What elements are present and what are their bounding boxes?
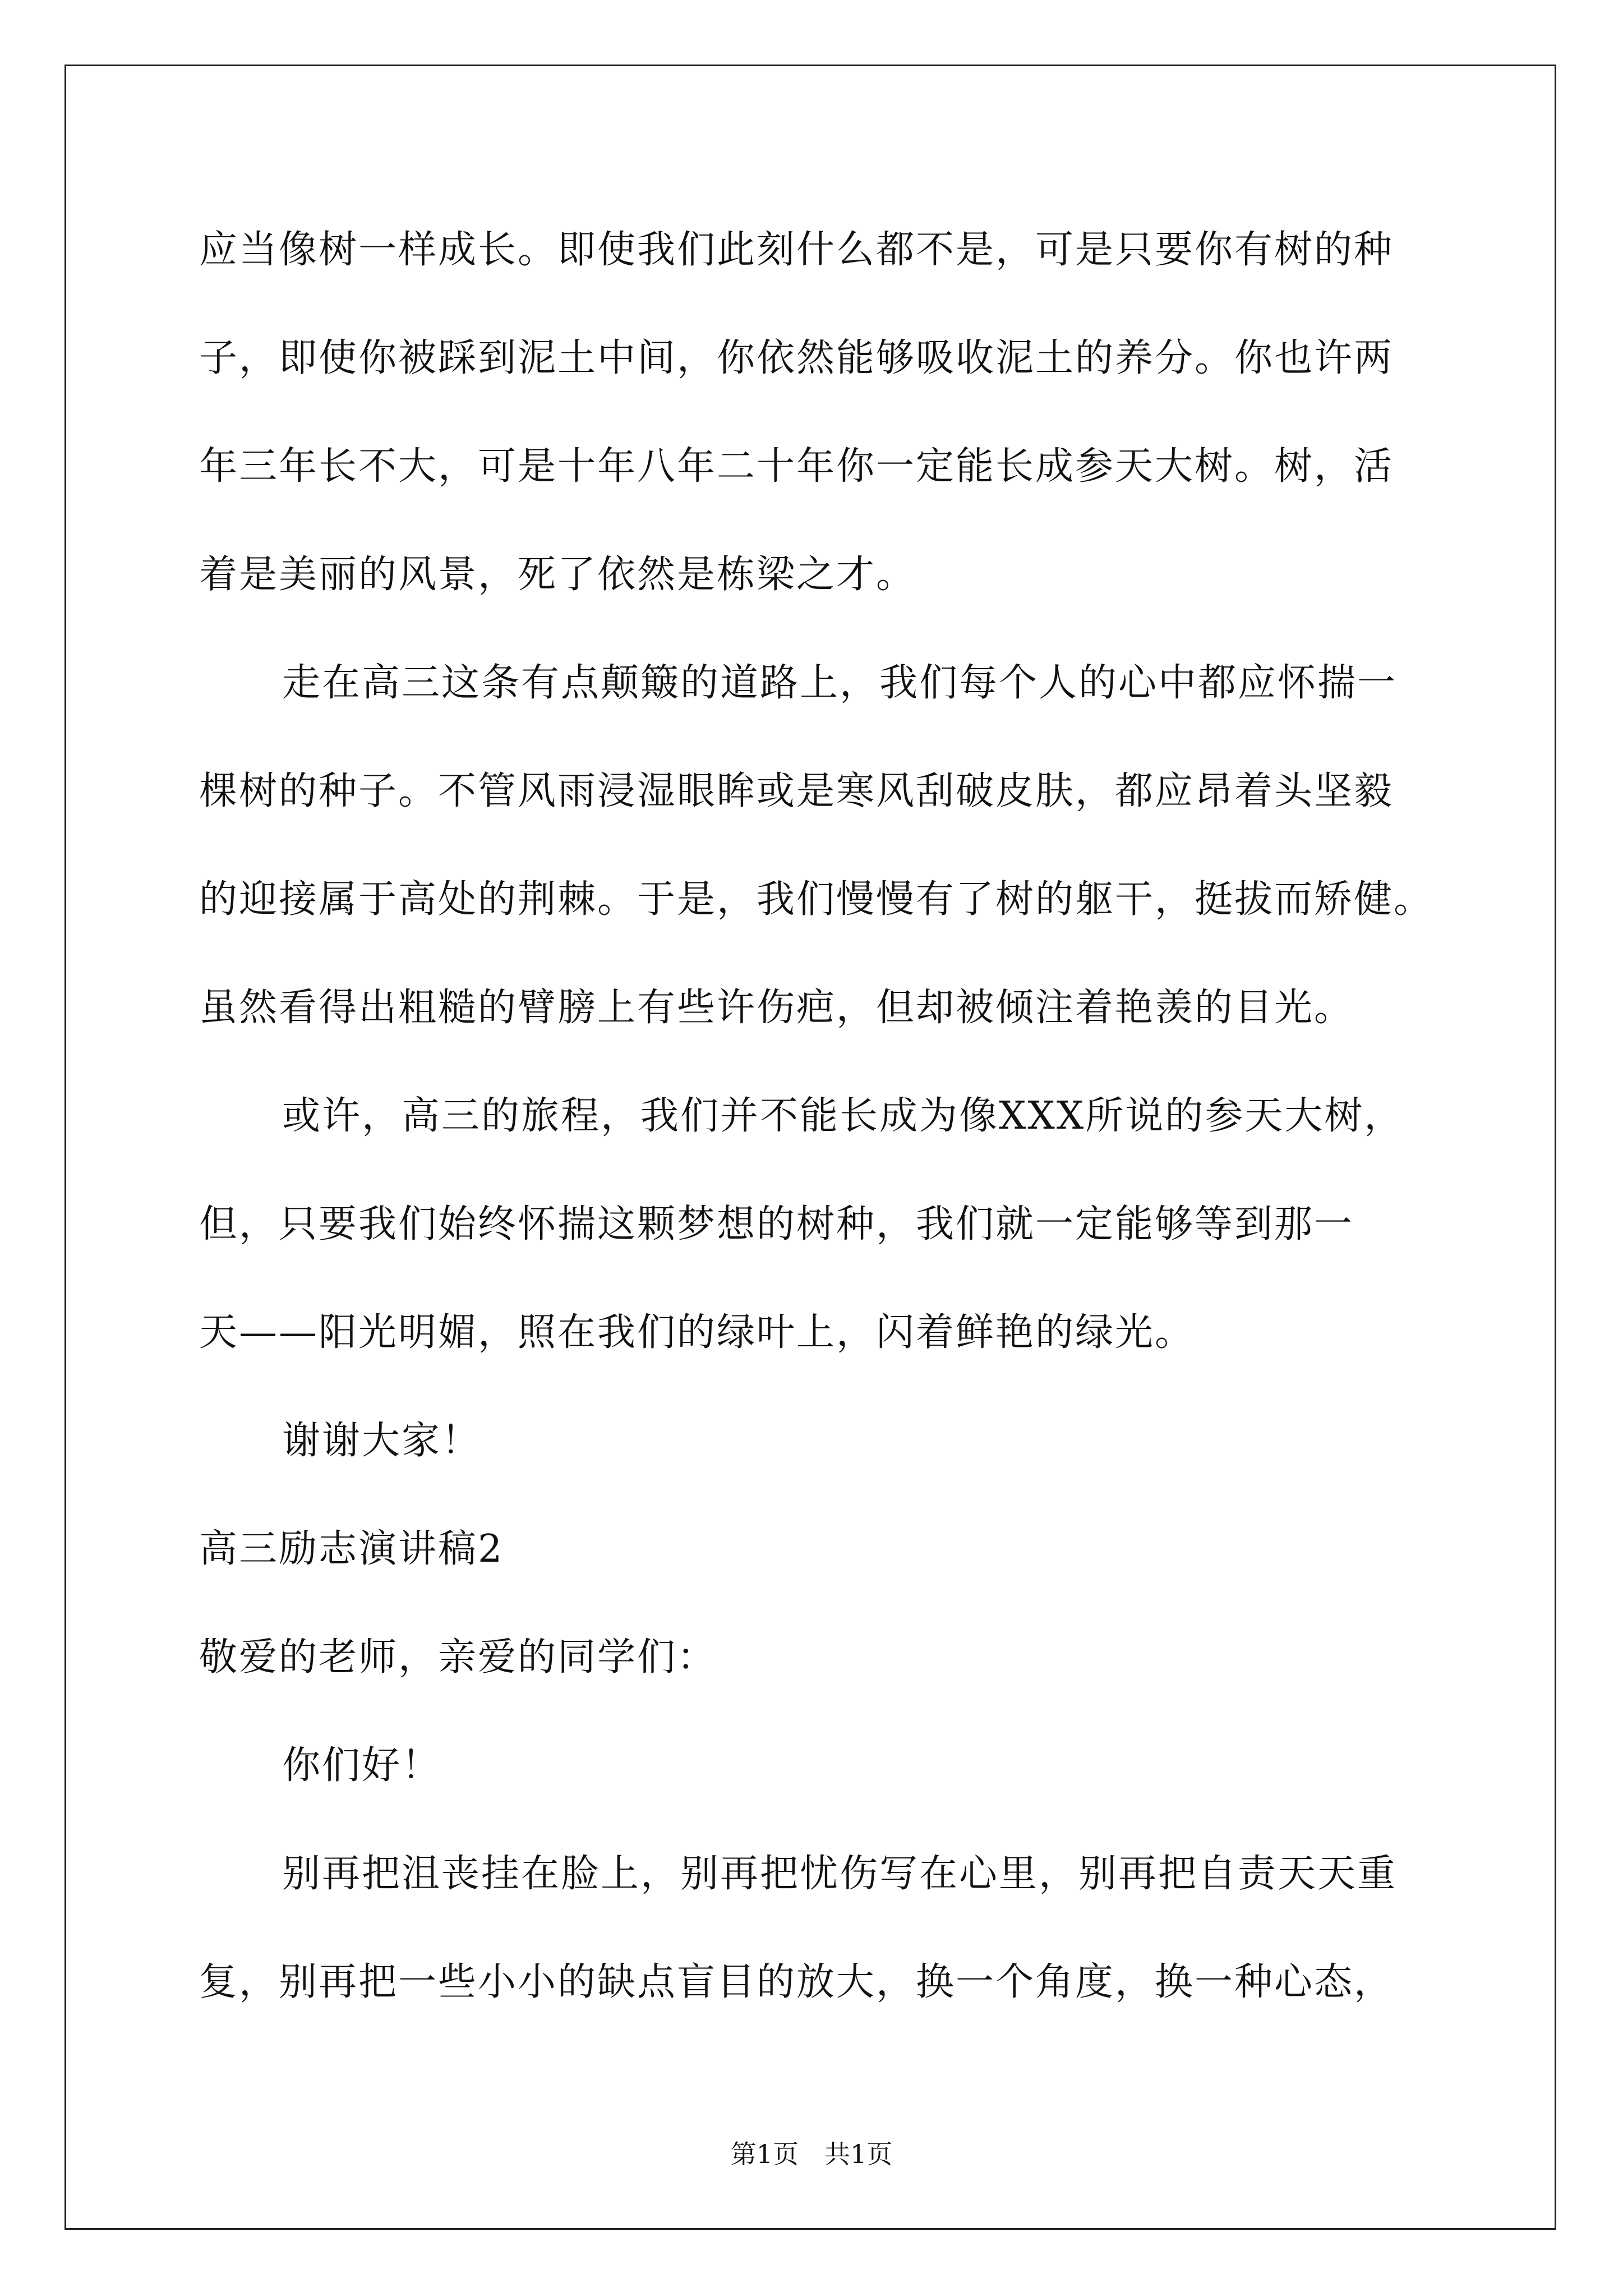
- salutation: 敬爱的老师，亲爱的同学们：: [199, 1635, 717, 1680]
- section-title: 高三励志演讲稿2: [199, 1527, 504, 1571]
- text-line: 的迎接属于高处的荆棘。于是，我们慢慢有了树的躯干，挺拔而矫健。: [199, 877, 1434, 922]
- text-line: 复，别再把一些小小的缺点盲目的放大，换一个角度，换一种心态，: [199, 1960, 1394, 2004]
- text-line: 子，即使你被踩到泥土中间，你依然能够吸收泥土的养分。你也许两: [199, 336, 1394, 380]
- page-number: 第1页 共1页: [730, 2139, 893, 2169]
- paragraph-start-line: 或许，高三的旅程，我们并不能长成为像XXX所说的参天大树，: [282, 1094, 1404, 1138]
- paragraph-start-line: 别再把沮丧挂在脸上，别再把忧伤写在心里，别再把自责天天重: [282, 1852, 1398, 1896]
- text-line: 天——阳光明媚，照在我们的绿叶上，闪着鲜艳的绿光。: [199, 1310, 1195, 1355]
- text-line: 着是美丽的风景，死了依然是栋梁之才。: [199, 553, 916, 597]
- greeting: 你们好！: [282, 1743, 442, 1788]
- text-line: 棵树的种子。不管风雨浸湿眼眸或是寒风刮破皮肤，都应昂着头坚毅: [199, 769, 1394, 813]
- page-border: [64, 65, 1556, 2230]
- closing-line: 谢谢大家！: [282, 1419, 482, 1463]
- text-line: 应当像树一样成长。即使我们此刻什么都不是，可是只要你有树的种: [199, 228, 1394, 272]
- text-line: 年三年长不大，可是十年八年二十年你一定能长成参天大树。树，活: [199, 444, 1394, 489]
- text-line: 但，只要我们始终怀揣这颗梦想的树种，我们就一定能够等到那一: [199, 1202, 1354, 1246]
- text-line: 虽然看得出粗糙的臂膀上有些许伤疤，但却被倾注着艳羡的目光。: [199, 986, 1354, 1030]
- paragraph-start-line: 走在高三这条有点颠簸的道路上，我们每个人的心中都应怀揣一: [282, 661, 1398, 705]
